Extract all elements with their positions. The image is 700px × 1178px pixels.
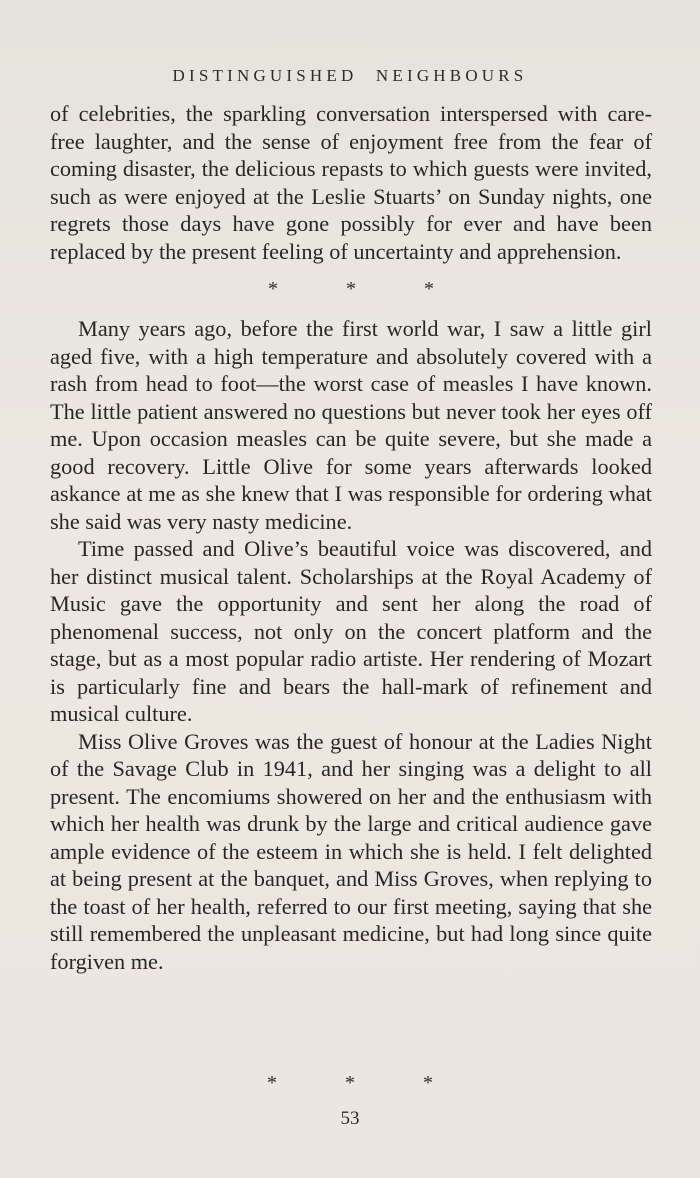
page-number: 53 bbox=[340, 1108, 360, 1129]
asterisk: * bbox=[268, 278, 278, 301]
paragraph-3: Time passed and Olive’s beautiful voice was discovered, and her distinct musical talent. Scholarships at the Royal Academy of Music gave the opportunity and sent her along the road of phenomenal success, not only on the concert platform and the stage, but as a most popular radio artiste. Her rendering of Mozart is particularly fine and bears the hall-mark of refinement and musical culture. bbox=[50, 536, 652, 726]
asterisk: * bbox=[423, 1072, 433, 1094]
asterisk: * bbox=[424, 278, 434, 301]
section-separator-bottom bbox=[0, 1072, 700, 1095]
asterisk: * bbox=[345, 1072, 355, 1094]
paragraph-2: Many years ago, before the first world war, I saw a little girl aged five, with a high temperature and absolutely covered with a rash from head to foot—the worst case of measles I have known. The little patient answered no questions but never took her eyes off me. Upon occasion measles can be quite severe, but she made a good recovery. Little Olive for some years afterwards looked askance at me as she knew that I was responsible for ordering what she said was very nasty medicine. bbox=[50, 316, 652, 534]
section-separator bbox=[50, 275, 652, 305]
paragraph-1: of celebrities, the sparkling conversation interspersed with care-free laughter, and the sense of enjoyment free from the fear of coming disaster, the delicious repasts to which guests were invited, such as were enjoyed at the Leslie Stuarts’ on Sunday nights, one regrets those days have gone possibly for ever and have been replaced by the present feeling of uncertainty and apprehension. bbox=[50, 101, 652, 264]
asterisk: * bbox=[267, 1072, 277, 1094]
running-head: DISTINGUISHED NEIGHBOURS bbox=[172, 66, 528, 85]
paragraph-4: Miss Olive Groves was the guest of honour at the Ladies Night of the Savage Club in 1941, and her singing was a delight to all present. The encomiums showered on her and the enthusiasm with which her health was drunk by the large and critical audience gave ample evidence of the esteem in which she is held. I felt delighted at being present at the banquet, and Miss Groves, when replying to the toast of her health, referred to our first meeting, saying that she still remembered the unpleasant medicine, but had long since quite forgiven me. bbox=[50, 728, 652, 974]
body-text bbox=[50, 100, 652, 975]
asterisk: * bbox=[346, 278, 356, 301]
